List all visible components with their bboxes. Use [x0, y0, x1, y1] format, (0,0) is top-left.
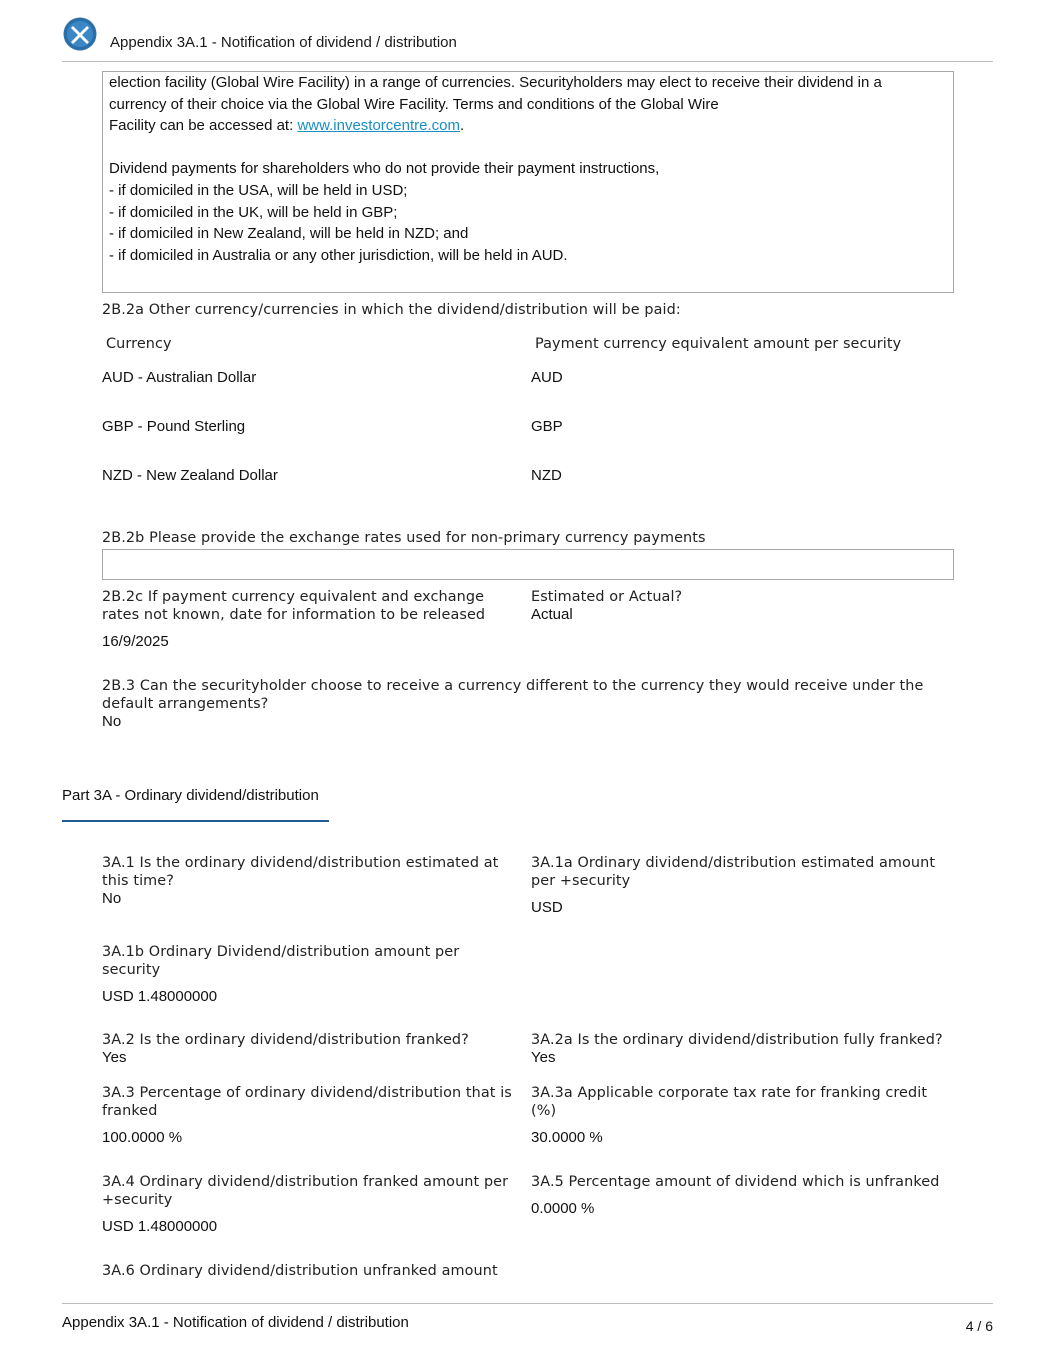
q3a3-label [102, 1084, 512, 1120]
q3a3-label-line: 3A.3 Percentage of ordinary dividend/distribution that is [102, 1085, 512, 1101]
exchange-rates-field [102, 549, 954, 580]
q3a1a-label [531, 854, 935, 890]
q3a5-label: 3A.5 Percentage amount of dividend which is unfranked [531, 1174, 940, 1190]
q2b3-value: No [102, 713, 122, 730]
footer-divider [62, 1303, 993, 1304]
q2b3-label [102, 677, 962, 713]
q3a4-label-line: +security [102, 1192, 173, 1208]
q3a3a-label-line: 3A.3a Applicable corporate tax rate for franking credit [531, 1085, 928, 1101]
currency-cell: GBP - Pound Sterling [102, 418, 246, 435]
q3a3-label-line: franked [102, 1103, 158, 1119]
currency-cell: AUD - Australian Dollar [102, 369, 257, 386]
q2b2c-value: 16/9/2025 [102, 633, 169, 650]
q2b3-label-line: default arrangements? [102, 696, 269, 712]
q3a5-value: 0.0000 % [531, 1200, 595, 1217]
notice-line: Dividend payments for shareholders who do not provide their payment instructions, [109, 160, 660, 178]
q3a1b-label-line: security [102, 962, 161, 978]
notice-line: election facility (Global Wire Facility) in a range of currencies. Securityholders may elect to receive their dividend in a [109, 74, 882, 91]
q2b2c-label [102, 588, 485, 624]
estimated-or-actual-value: Actual [531, 606, 573, 623]
footer-title: Appendix 3A.1 - Notification of dividend / distribution [62, 1314, 409, 1331]
q2b2c-label-line: rates not known, date for information to be released [102, 607, 486, 623]
q3a2a-value: Yes [531, 1049, 556, 1066]
notice-line-suffix: . [460, 117, 465, 135]
q3a4-label [102, 1173, 508, 1209]
q3a3a-value: 30.0000 % [531, 1129, 603, 1146]
estimated-or-actual-label: Estimated or Actual? [531, 589, 683, 605]
q3a4-value: USD 1.48000000 [102, 1218, 218, 1235]
notice-line: currency of their choice via the Global Wire Facility. Terms and conditions of the Global Wire [109, 95, 719, 113]
part-3a-underline [62, 820, 329, 822]
amount-cell: GBP [531, 418, 563, 435]
part-3a-title: Part 3A - Ordinary dividend/distribution [62, 787, 319, 804]
notice-line: - if domiciled in the USA, will be held in USD; [109, 181, 408, 199]
q3a3a-label [531, 1084, 927, 1120]
header-divider [62, 61, 993, 62]
header-title: Appendix 3A.1 - Notification of dividend / distribution [110, 34, 457, 51]
q3a1b-label [102, 943, 459, 979]
notice-line: - if domiciled in New Zealand, will be held in NZD; and [109, 225, 469, 243]
amount-cell: AUD [531, 369, 563, 386]
currency-column-header: Currency [106, 336, 172, 352]
q3a3a-label-line: (%) [531, 1103, 557, 1119]
notice-line-prefix: Facility can be accessed at: [109, 117, 298, 135]
q2b3-label-line: 2B.3 Can the securityholder choose to receive a currency different to the currency they would receive under the [102, 678, 924, 694]
notice-line [109, 115, 949, 137]
notice-line: - if domiciled in Australia or any other jurisdiction, will be held in AUD. [109, 246, 568, 264]
q3a1a-label-line: per +security [531, 873, 631, 889]
q3a3-value: 100.0000 % [102, 1129, 183, 1146]
q3a2-label: 3A.2 Is the ordinary dividend/distribution franked? [102, 1032, 469, 1048]
amount-cell: NZD [531, 467, 562, 484]
q3a4-label-line: 3A.4 Ordinary dividend/distribution franked amount per [102, 1174, 509, 1190]
q3a1-label-line: this time? [102, 873, 174, 889]
q3a1b-label-line: 3A.1b Ordinary Dividend/distribution amount per [102, 944, 460, 960]
notice-text [109, 72, 949, 266]
q3a1a-label-line: 3A.1a Ordinary dividend/distribution estimated amount [531, 855, 936, 871]
q3a2-value: Yes [102, 1049, 127, 1066]
notice-line: - if domiciled in the UK, will be held in GBP; [109, 203, 398, 221]
q2b2c-label-line: 2B.2c If payment currency equivalent and exchange [102, 589, 485, 605]
asx-logo-icon [63, 17, 97, 51]
q2b2a-label: 2B.2a Other currency/currencies in which the dividend/distribution will be paid: [102, 302, 681, 318]
q2b2b-label: 2B.2b Please provide the exchange rates used for non-primary currency payments [102, 530, 706, 546]
page-number: 4 / 6 [965, 1318, 993, 1334]
q3a1b-value: USD 1.48000000 [102, 988, 218, 1005]
amount-column-header: Payment currency equivalent amount per security [535, 336, 902, 352]
q3a1-value: No [102, 890, 122, 907]
investorcentre-link[interactable]: www.investorcentre.com [297, 117, 460, 135]
notice-gap [109, 137, 949, 159]
q3a1-label-line: 3A.1 Is the ordinary dividend/distribution estimated at [102, 855, 499, 871]
q3a2a-label: 3A.2a Is the ordinary dividend/distribution fully franked? [531, 1032, 943, 1048]
q3a6-label: 3A.6 Ordinary dividend/distribution unfranked amount [102, 1263, 498, 1279]
q3a1-label [102, 854, 498, 890]
q3a1a-value: USD [531, 899, 563, 916]
currency-cell: NZD - New Zealand Dollar [102, 467, 278, 484]
notice-box [102, 71, 954, 293]
